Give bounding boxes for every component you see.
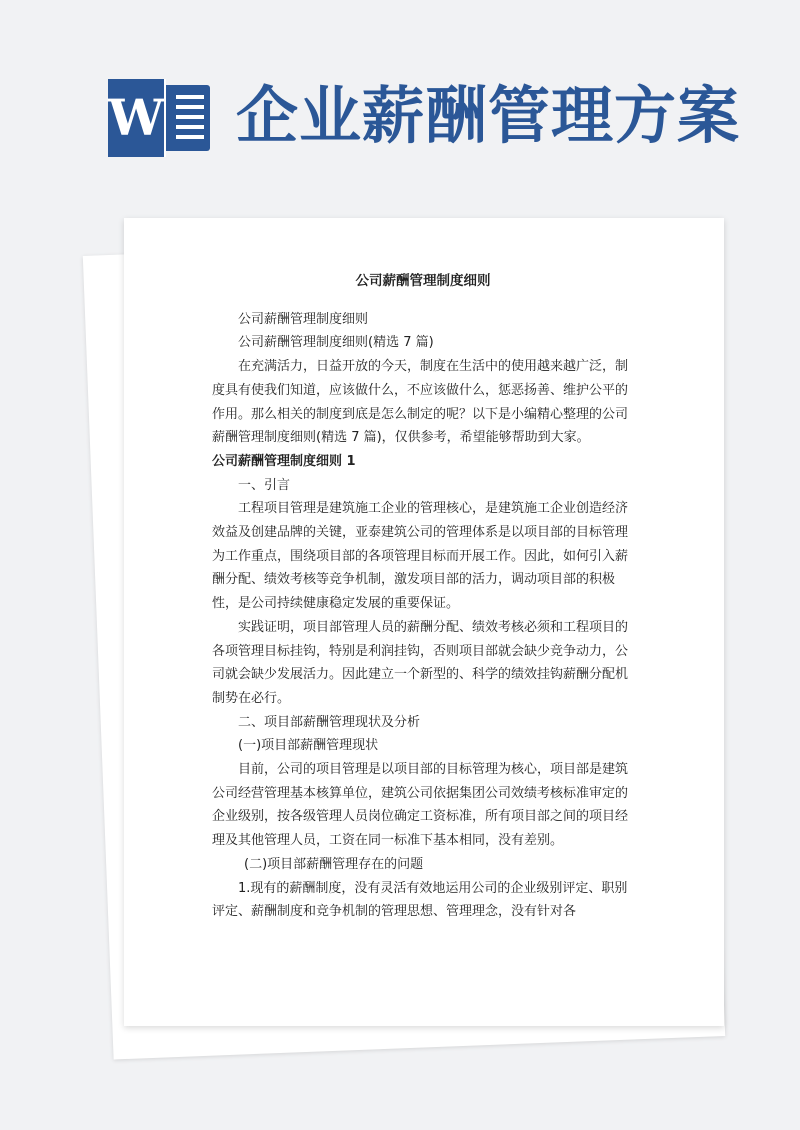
paragraph-project-management: 工程项目管理是建筑施工企业的管理核心，是建筑施工企业创造经济效益及创建品牌的关键，亚泰建筑公司的管理体系是以项目部的目标管理为工作重点，围绕项目部的各项管理目标而开展工作。因此，如何引入薪酬分配、绩效考核等竞争机制，激发项目部的活力，调动项目部的积极性，是公司持续健康稳定发展的重要保证。 [212, 501, 629, 612]
heading-introduction: 一、引言 [238, 477, 291, 493]
paragraph-problems: 1.现有的薪酬制度，没有灵活有效地运用公司的企业级别评定、职别评定、薪酬制度和竞争机制的管理思想、管理理念，没有针对各 [212, 880, 628, 920]
document-page [124, 218, 724, 1026]
document-content [212, 270, 634, 924]
word-icon-letter: W [108, 79, 164, 157]
intro-line: 公司薪酬管理制度细则(精选 7 篇) [238, 335, 434, 351]
heading-status-analysis: 二、项目部薪酬管理现状及分析 [238, 714, 421, 730]
heading-current-status: (一)项目部薪酬管理现状 [238, 738, 379, 754]
section-heading: 公司薪酬管理制度细则 1 [212, 453, 356, 469]
document-title: 公司薪酬管理制度细则 [355, 273, 491, 289]
banner [0, 0, 800, 200]
heading-problems: (二)项目部薪酬管理存在的问题 [244, 856, 424, 872]
intro-line: 公司薪酬管理制度细则 [238, 311, 369, 327]
banner-title: 企业薪酬管理方案 [236, 79, 741, 152]
word-document-icon [108, 79, 212, 157]
paragraph-current-status: 目前，公司的项目管理是以项目部的目标管理为核心，项目部是建筑公司经营管理基本核算单位，建筑公司依据集团公司效绩考核标准审定的企业级别，按各级管理人员岗位确定工资标准，所有项目部之间的项目经理及其他管理人员，工资在同一标准下基本相同，没有差别。 [212, 762, 629, 849]
preface-paragraph: 在充满活力，日益开放的今天，制度在生活中的使用越来越广泛，制度具有使我们知道，应该做什么，不应该做什么，惩恶扬善、维护公平的作用。那么相关的制度到底是怎么制定的呢？以下是小编精心整理的公司薪酬管理制度细则(精选 7 篇)，仅供参考，希望能够帮助到大家。 [212, 359, 629, 446]
paragraph-practice: 实践证明，项目部管理人员的薪酬分配、绩效考核必须和工程项目的各项管理目标挂钩，特别是利润挂钩，否则项目部就会缺少竞争动力，公司就会缺少发展活力。因此建立一个新型的、科学的绩效挂钩薪酬分配机制势在必行。 [212, 619, 629, 706]
